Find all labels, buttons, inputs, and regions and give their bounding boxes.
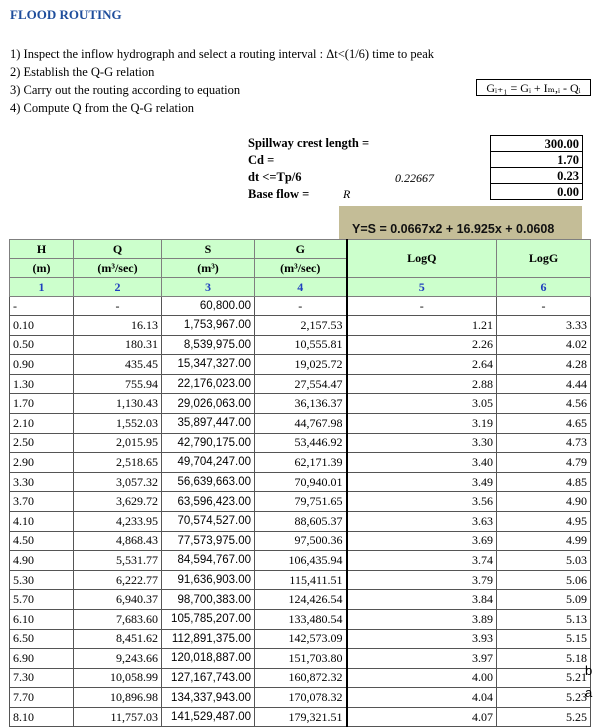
cell-g[interactable]: 124,426.54	[255, 590, 347, 610]
cell-q[interactable]: -	[74, 297, 162, 316]
cell-h[interactable]: 2.90	[10, 453, 74, 473]
cell-logq[interactable]: 4.04	[347, 688, 497, 708]
table-row	[10, 413, 591, 433]
cell-h[interactable]: 1.70	[10, 394, 74, 414]
cell-h[interactable]: 7.30	[10, 668, 74, 688]
cell-logq[interactable]: 2.88	[347, 374, 497, 394]
cell-s[interactable]: 49,704,247.00	[162, 453, 255, 473]
cd-value-cell[interactable]: 1.70	[490, 151, 583, 168]
cell-logq[interactable]: 3.30	[347, 433, 497, 453]
header-g: G	[255, 240, 347, 259]
cell-q[interactable]: 6,222.77	[74, 570, 162, 590]
cell-s[interactable]: 1,753,967.00	[162, 316, 255, 336]
cell-q[interactable]: 180.31	[74, 335, 162, 355]
cell-q[interactable]: 8,451.62	[74, 629, 162, 649]
cell-h[interactable]: 8.10	[10, 707, 74, 727]
cell-s[interactable]: 112,891,375.00	[162, 629, 255, 649]
cell-q[interactable]: 16.13	[74, 316, 162, 336]
cell-logg[interactable]: 5.25	[497, 707, 591, 727]
colnum-2: 2	[74, 278, 162, 297]
cell-logg[interactable]: 4.02	[497, 335, 591, 355]
cell-logg[interactable]: 5.21	[497, 668, 591, 688]
cell-logg[interactable]: 5.13	[497, 609, 591, 629]
cell-logq[interactable]: 4.07	[347, 707, 497, 727]
table-row	[10, 688, 591, 708]
cell-logq[interactable]: 2.26	[347, 335, 497, 355]
cell-logq[interactable]: 2.64	[347, 355, 497, 375]
table-row	[10, 433, 591, 453]
cell-q[interactable]: 2,518.65	[74, 453, 162, 473]
cd-label: Cd =	[248, 153, 275, 167]
cell-h[interactable]: 3.30	[10, 472, 74, 492]
cell-s[interactable]: 120,018,887.00	[162, 649, 255, 669]
cell-logg[interactable]: 5.03	[497, 551, 591, 571]
table-row	[10, 453, 591, 473]
cell-h[interactable]: 0.50	[10, 335, 74, 355]
cell-logq[interactable]: 3.49	[347, 472, 497, 492]
cell-logg[interactable]: 4.85	[497, 472, 591, 492]
step-3: 3) Carry out the routing according to equation	[10, 83, 241, 97]
cell-logq[interactable]: 1.21	[347, 316, 497, 336]
header-logg: LogG	[497, 240, 591, 278]
page-title: FLOOD ROUTING	[10, 7, 122, 22]
cell-logq[interactable]: 3.84	[347, 590, 497, 610]
cell-s[interactable]: 127,167,743.00	[162, 668, 255, 688]
colnum-1: 1	[10, 278, 74, 297]
cell-h[interactable]: 7.70	[10, 688, 74, 708]
cell-logq[interactable]: 3.69	[347, 531, 497, 551]
header-h: H	[10, 240, 74, 259]
header-s: S	[162, 240, 255, 259]
cell-logq[interactable]: 3.19	[347, 413, 497, 433]
cell-q[interactable]: 6,940.37	[74, 590, 162, 610]
cell-g[interactable]: 53,446.92	[255, 433, 347, 453]
table-row	[10, 335, 591, 355]
cell-logq[interactable]: 3.74	[347, 551, 497, 571]
cell-g[interactable]: 70,940.01	[255, 472, 347, 492]
cell-logg[interactable]: 5.18	[497, 649, 591, 669]
unit-q: (m³/sec)	[74, 259, 162, 278]
dt-value-cell[interactable]: 0.23	[490, 167, 583, 184]
unit-s: (m³)	[162, 259, 255, 278]
cell-s[interactable]: 105,785,207.00	[162, 609, 255, 629]
cell-g[interactable]: -	[255, 297, 347, 316]
table-row	[10, 511, 591, 531]
cell-g[interactable]: 10,555.81	[255, 335, 347, 355]
cell-logg[interactable]: 4.79	[497, 453, 591, 473]
cell-g[interactable]: 27,554.47	[255, 374, 347, 394]
unit-g: (m³/sec)	[255, 259, 347, 278]
cell-g[interactable]: 160,872.32	[255, 668, 347, 688]
cell-h[interactable]: 6.10	[10, 609, 74, 629]
header-q: Q	[74, 240, 162, 259]
cell-g[interactable]: 97,500.36	[255, 531, 347, 551]
cell-g[interactable]: 151,703.80	[255, 649, 347, 669]
cell-s[interactable]: 84,594,767.00	[162, 551, 255, 571]
cell-q[interactable]: 2,015.95	[74, 433, 162, 453]
cell-g[interactable]: 106,435.94	[255, 551, 347, 571]
cell-logq[interactable]: 3.79	[347, 570, 497, 590]
cell-h[interactable]: 2.50	[10, 433, 74, 453]
cell-logg[interactable]: 5.23	[497, 688, 591, 708]
table-row	[10, 355, 591, 375]
table-row	[10, 492, 591, 512]
cell-q[interactable]: 4,868.43	[74, 531, 162, 551]
table-row	[10, 297, 591, 316]
cell-s[interactable]: 77,573,975.00	[162, 531, 255, 551]
cell-logq[interactable]: 4.00	[347, 668, 497, 688]
table-row	[10, 394, 591, 414]
cell-g[interactable]: 44,767.98	[255, 413, 347, 433]
table-row	[10, 316, 591, 336]
colnum-4: 4	[255, 278, 347, 297]
colnum-3: 3	[162, 278, 255, 297]
cell-logg[interactable]: 5.15	[497, 629, 591, 649]
cell-q[interactable]: 7,683.60	[74, 609, 162, 629]
cell-h[interactable]: 0.90	[10, 355, 74, 375]
cell-s[interactable]: 29,026,063.00	[162, 394, 255, 414]
dt-label: dt <=Tp/6	[248, 170, 302, 184]
cell-s[interactable]: 141,529,487.00	[162, 707, 255, 727]
cell-logg[interactable]: 4.95	[497, 511, 591, 531]
table-row	[10, 472, 591, 492]
cell-h[interactable]: 5.30	[10, 570, 74, 590]
cell-logg[interactable]: 4.44	[497, 374, 591, 394]
cell-logg[interactable]: 5.09	[497, 590, 591, 610]
table-row	[10, 609, 591, 629]
cell-g[interactable]: 62,171.39	[255, 453, 347, 473]
regression-equation: Y=S = 0.0667x2 + 16.925x + 0.0608	[352, 222, 555, 236]
cell-g[interactable]: 179,321.51	[255, 707, 347, 727]
cell-logq[interactable]: 3.56	[347, 492, 497, 512]
cell-s[interactable]: 134,337,943.00	[162, 688, 255, 708]
cell-q[interactable]: 1,552.03	[74, 413, 162, 433]
cell-logg[interactable]: 4.73	[497, 433, 591, 453]
side-label-a: a	[585, 685, 593, 700]
cell-q[interactable]: 3,629.72	[74, 492, 162, 512]
cell-s[interactable]: 42,790,175.00	[162, 433, 255, 453]
table-row	[10, 590, 591, 610]
table-row	[10, 551, 591, 571]
cell-logg[interactable]: 4.28	[497, 355, 591, 375]
cell-g[interactable]: 170,078.32	[255, 688, 347, 708]
cell-s[interactable]: 70,574,527.00	[162, 511, 255, 531]
cell-s[interactable]: 8,539,975.00	[162, 335, 255, 355]
cell-q[interactable]: 3,057.32	[74, 472, 162, 492]
cell-s[interactable]: 35,897,447.00	[162, 413, 255, 433]
colnum-5: 5	[347, 278, 497, 297]
colnum-6: 6	[497, 278, 591, 297]
table-row	[10, 570, 591, 590]
cell-s[interactable]: 56,639,663.00	[162, 472, 255, 492]
table-row	[10, 374, 591, 394]
unit-h: (m)	[10, 259, 74, 278]
dt-calc-value: 0.22667	[395, 171, 434, 185]
cell-h[interactable]: 3.70	[10, 492, 74, 512]
spillway-label: Spillway crest length =	[248, 136, 370, 150]
side-label-b: b	[585, 663, 593, 678]
cell-h[interactable]: 2.10	[10, 413, 74, 433]
cell-g[interactable]: 115,411.51	[255, 570, 347, 590]
cell-s[interactable]: 60,800.00	[162, 297, 255, 316]
cell-q[interactable]: 11,757.03	[74, 707, 162, 727]
cell-h[interactable]: 1.30	[10, 374, 74, 394]
cell-h[interactable]: 6.50	[10, 629, 74, 649]
cell-s[interactable]: 98,700,383.00	[162, 590, 255, 610]
cell-logg[interactable]: 4.90	[497, 492, 591, 512]
routing-equation: Gᵢ₊₁ = Gᵢ + Iₘ,ᵢ - Qᵢ	[476, 79, 591, 96]
base-flow-value-cell[interactable]: 0.00	[490, 183, 583, 200]
base-flow-label: Base flow =	[248, 187, 310, 201]
cell-q[interactable]: 4,233.95	[74, 511, 162, 531]
cell-q[interactable]: 9,243.66	[74, 649, 162, 669]
cell-logq[interactable]: 3.97	[347, 649, 497, 669]
cell-logg[interactable]: 4.99	[497, 531, 591, 551]
cell-q[interactable]: 10,058.99	[74, 668, 162, 688]
table-row	[10, 707, 591, 727]
spillway-value-cell[interactable]: 300.00	[490, 135, 583, 152]
routing-table	[9, 239, 591, 727]
cell-g[interactable]: 88,605.37	[255, 511, 347, 531]
cell-h[interactable]: -	[10, 297, 74, 316]
cell-g[interactable]: 19,025.72	[255, 355, 347, 375]
cell-logq[interactable]: 3.40	[347, 453, 497, 473]
step-1: 1) Inspect the inflow hydrograph and select a routing interval : Δt<(1/6) time to peak	[10, 47, 434, 61]
cell-logq[interactable]: 3.89	[347, 609, 497, 629]
cell-g[interactable]: 2,157.53	[255, 316, 347, 336]
table-row	[10, 649, 591, 669]
cell-g[interactable]: 142,573.09	[255, 629, 347, 649]
cell-s[interactable]: 15,347,327.00	[162, 355, 255, 375]
cell-g[interactable]: 36,136.37	[255, 394, 347, 414]
table-row	[10, 668, 591, 688]
cell-s[interactable]: 22,176,023.00	[162, 374, 255, 394]
base-flow-symbol: R	[343, 187, 351, 201]
cell-logq[interactable]: -	[347, 297, 497, 316]
table-row	[10, 629, 591, 649]
cell-logg[interactable]: 3.33	[497, 316, 591, 336]
cell-q[interactable]: 1,130.43	[74, 394, 162, 414]
cell-g[interactable]: 133,480.54	[255, 609, 347, 629]
cell-q[interactable]: 755.94	[74, 374, 162, 394]
header-logq: LogQ	[347, 240, 497, 278]
table-row	[10, 531, 591, 551]
cell-h[interactable]: 5.70	[10, 590, 74, 610]
cell-logg[interactable]: 4.65	[497, 413, 591, 433]
cell-g[interactable]: 79,751.65	[255, 492, 347, 512]
cell-h[interactable]: 4.10	[10, 511, 74, 531]
cell-logq[interactable]: 3.05	[347, 394, 497, 414]
cell-logg[interactable]: -	[497, 297, 591, 316]
step-4: 4) Compute Q from the Q-G relation	[10, 101, 194, 115]
cell-h[interactable]: 0.10	[10, 316, 74, 336]
cell-logg[interactable]: 4.56	[497, 394, 591, 414]
cell-s[interactable]: 91,636,903.00	[162, 570, 255, 590]
cell-h[interactable]: 6.90	[10, 649, 74, 669]
cell-logq[interactable]: 3.93	[347, 629, 497, 649]
cell-q[interactable]: 5,531.77	[74, 551, 162, 571]
cell-q[interactable]: 435.45	[74, 355, 162, 375]
cell-logq[interactable]: 3.63	[347, 511, 497, 531]
cell-h[interactable]: 4.90	[10, 551, 74, 571]
cell-h[interactable]: 4.50	[10, 531, 74, 551]
cell-logg[interactable]: 5.06	[497, 570, 591, 590]
step-2: 2) Establish the Q-G relation	[10, 65, 155, 79]
cell-s[interactable]: 63,596,423.00	[162, 492, 255, 512]
cell-q[interactable]: 10,896.98	[74, 688, 162, 708]
